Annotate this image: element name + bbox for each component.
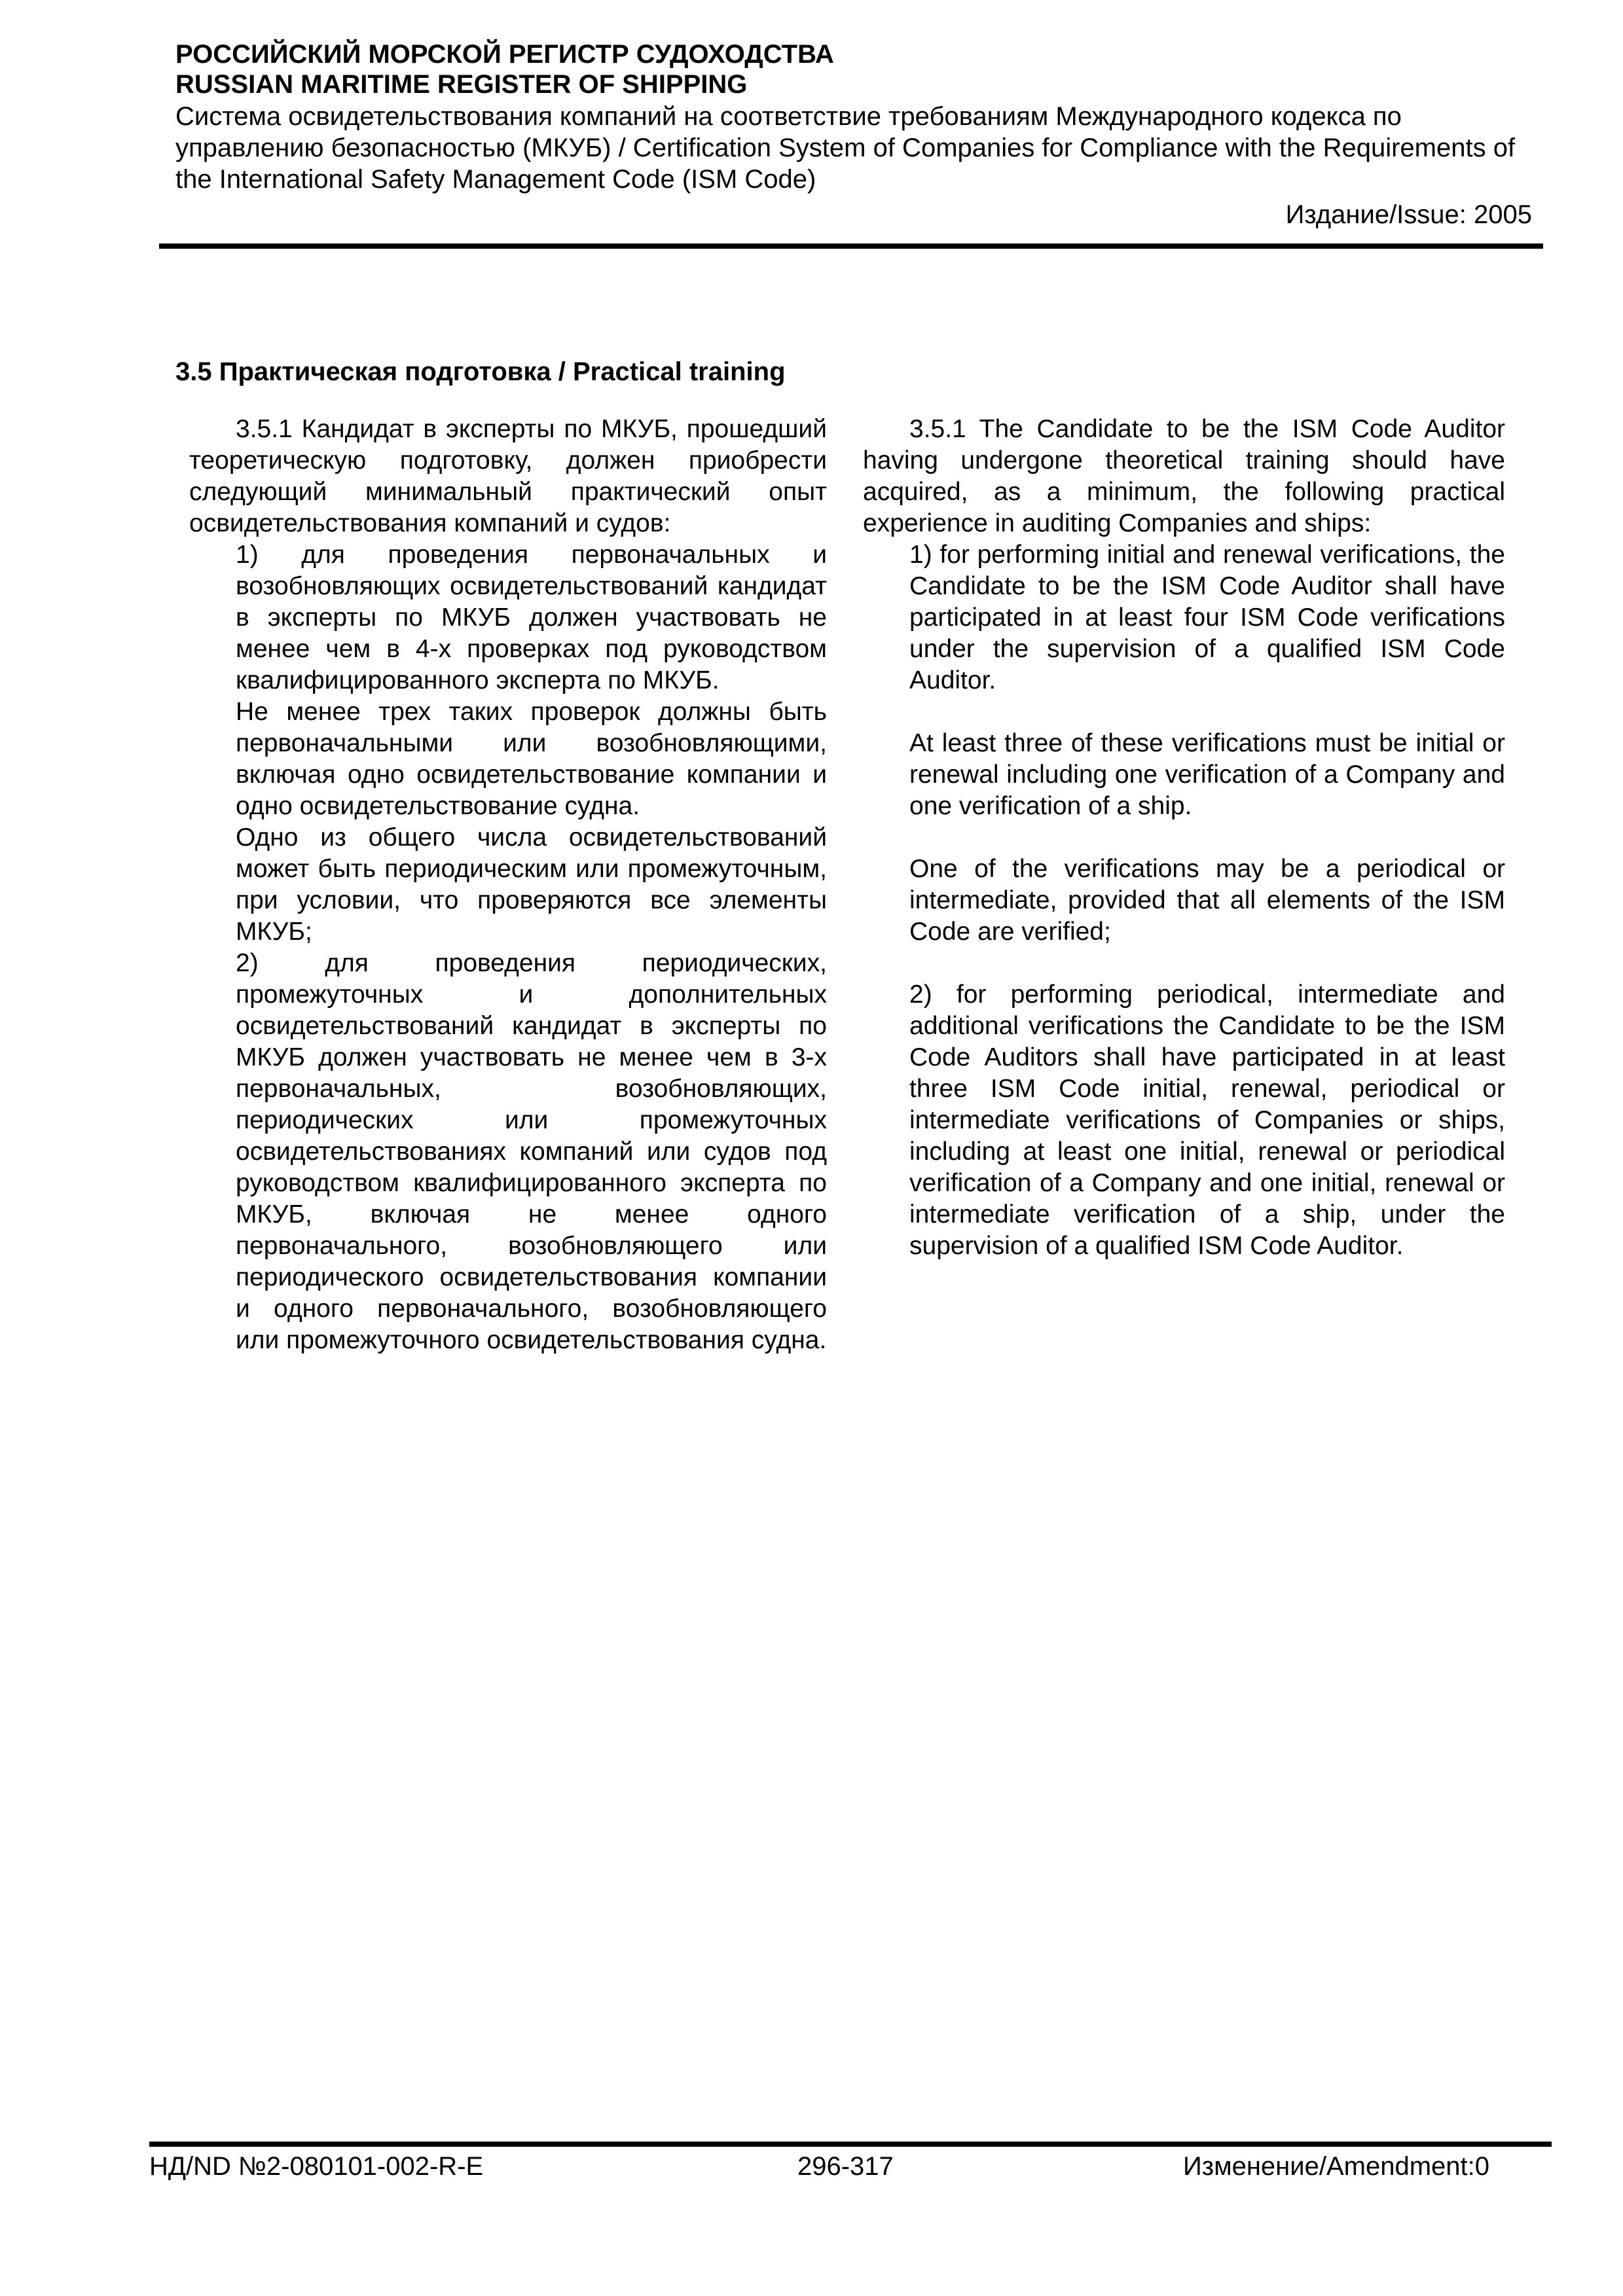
amendment-label: Изменение/Amendment:0 bbox=[1183, 2152, 1489, 2181]
organization-name-en: RUSSIAN MARITIME REGISTER OF SHIPPING bbox=[175, 70, 748, 99]
header-divider bbox=[159, 243, 1543, 249]
ru-item-2: 2) для проведения периодических, промежуточных и дополнительных освидетельствований кандидат в эксперты по МКУБ должен участвовать не менее чем в 3-х первоначальных, возобновляющих, периодических или промежуточных освидетельствованиях компаний или судов под руководством квалифицированного эксперта по МКУБ, включая не менее одного первоначального, возобновляющего или периодического освидетельствования компании и одного первоначального, возобновляющего или промежуточного освидетельствования судна. bbox=[236, 949, 827, 1354]
ru-intro-paragraph: 3.5.1 Кандидат в эксперты по МКУБ, прошедший теоретическую подготовку, должен приобрести следующий минимальный практический опыт освидетельствования компаний и судов: bbox=[189, 415, 827, 537]
ru-item-1: 1) для проведения первоначальных и возобновляющих освидетельствований кандидат в эксперты по МКУБ должен участвовать не менее чем в 4-х проверках под руководством квалифицированного эксперта по МКУБ. bbox=[236, 541, 827, 694]
page-number: 296-317 bbox=[797, 2152, 894, 2181]
en-intro-paragraph: 3.5.1 The Candidate to be the ISM Code Auditor having undergone theoretical training should have acquired, as a minimum, the following practical experience in auditing Companies and ships: bbox=[863, 415, 1505, 537]
en-item-1-note-1: At least three of these verifications must be initial or renewal including one verification of a Company and one verification of a ship. bbox=[909, 729, 1505, 820]
en-item-1: 1) for performing initial and renewal verifications, the Candidate to be the ISM Code Auditor shall have participated in at least four ISM Code verifications under the supervision of a qualified ISM Code Auditor. bbox=[909, 541, 1505, 694]
document-number: НД/ND №2-080101-002-R-E bbox=[149, 2152, 484, 2181]
footer-divider bbox=[149, 2142, 1552, 2147]
ru-item-1-note-2: Одно из общего числа освидетельствований может быть периодическим или промежуточным, при условии, что проверяются все элементы МКУБ; bbox=[236, 823, 827, 946]
ru-item-1-note-1: Не менее трех таких проверок должны быть первоначальными или возобновляющими, включая одно освидетельствование компании и одно освидетельствование судна. bbox=[236, 698, 827, 820]
russian-column bbox=[189, 414, 827, 1356]
en-item-2: 2) for performing periodical, intermediate and additional verifications the Candidate to be the ISM Code Auditors shall have participated in at least three ISM Code initial, renewal, periodical or intermediate verifications of Companies or ships, including at least one initial, renewal or periodical verification of a Company and one initial, renewal or intermediate verification of a ship, under the supervision of a qualified ISM Code Auditor. bbox=[909, 980, 1505, 1260]
section-title: 3.5 Практическая подготовка / Practical training bbox=[175, 357, 786, 386]
organization-name-ru: РОССИЙСКИЙ МОРСКОЙ РЕГИСТР СУДОХОДСТВА bbox=[175, 40, 834, 69]
system-title: Система освидетельствования компаний на соответствие требованиям Международного кодекса по управлению безопасностью (МКУБ) / Certification System of Companies for Compliance with the Requirements of the International Safety Management Code (ISM Code) bbox=[175, 102, 1516, 194]
document-header bbox=[175, 39, 1532, 230]
english-column bbox=[863, 414, 1505, 1262]
issue-label: Издание/Issue: 2005 bbox=[1285, 200, 1532, 229]
en-item-1-note-2: One of the verifications may be a periodical or intermediate, provided that all elements of the ISM Code are verified; bbox=[909, 855, 1505, 946]
